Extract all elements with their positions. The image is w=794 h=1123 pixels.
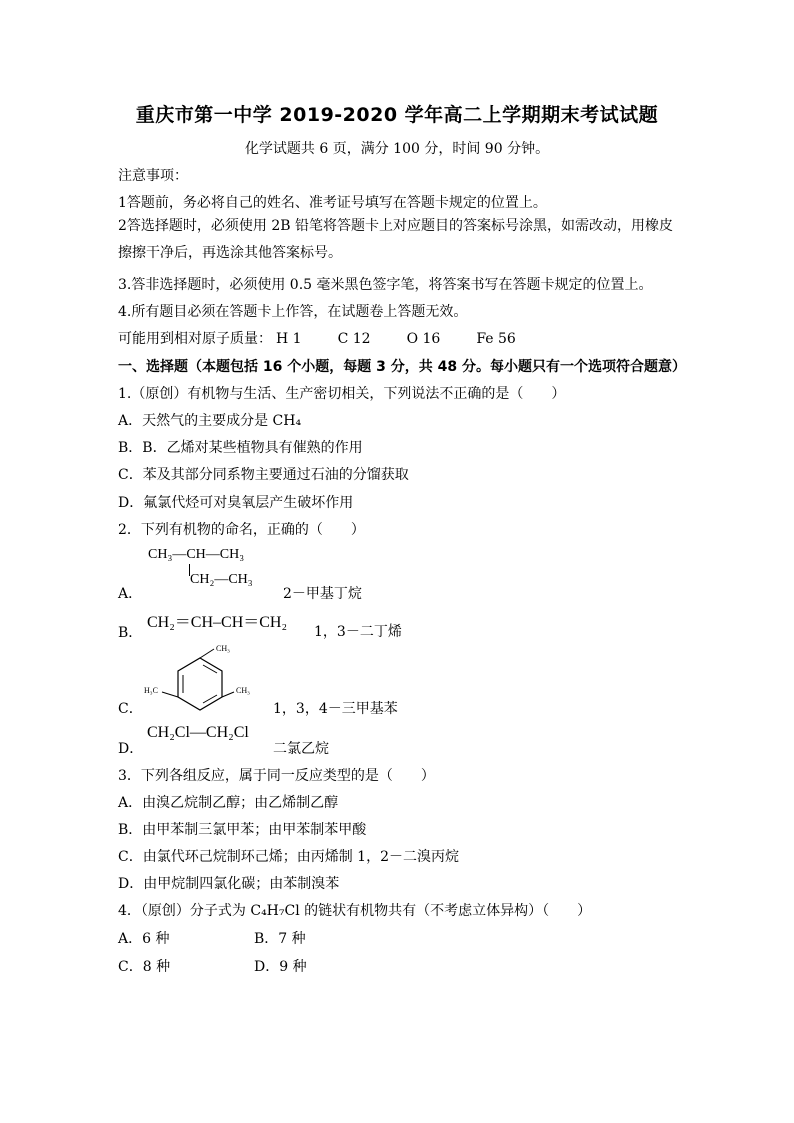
q2-a-name: 2－甲基丁烷 [283,586,362,602]
q2-a-formula-top: CH₃—CH—CH₃ [148,547,245,562]
q3-option-a: A．由溴乙烷制乙醇；由乙烯制乙醇 [118,795,339,811]
section1-heading: 一、选择题（本题包括 16 个小题，每题 3 分，共 48 分。每小题只有一个选项符合题意） [118,359,686,375]
atomic-mass-o: O 16 [406,331,441,347]
c-methyl-left: H₃C [144,686,158,695]
q1-option-b: B．B．乙烯对某些植物具有催熟的作用 [118,440,363,456]
atomic-mass-line [118,328,552,348]
q2-c-label: C． [118,701,143,717]
q3-stem: 3．下列各组反应，属于同一反应类型的是（ ） [118,768,435,784]
q2-b-formula: CH₂＝CH–CH＝CH₂ [147,614,288,631]
q2-stem: 2．下列有机物的命名，正确的（ ） [118,522,365,538]
atomic-mass-h: H 1 [276,331,302,347]
q4-option-b: B．7 种 [254,931,306,947]
q2-b-label: B． [118,625,143,641]
q3-option-d: D．由甲烷制四氯化碳；由苯制溴苯 [118,876,340,892]
q4-stem: 4．（原创）分子式为 C₄H₇Cl 的链状有机物共有（不考虑立体异构）（ ） [118,903,592,919]
atomic-mass-label: 可能用到相对原子质量： [118,331,272,347]
q1-option-c: C．苯及其部分同系物主要通过石油的分馏获取 [118,467,409,483]
q2-d-formula: CH₂Cl—CH₂Cl [147,724,249,741]
q4-option-d: D．9 种 [254,959,307,975]
q2-a-label: A． [118,586,143,602]
q2-b-name: 1，3－二丁烯 [314,624,402,640]
q3-option-c: C．由氯代环己烷制环己烯；由丙烯制 1，2－二溴丙烷 [118,849,459,865]
notice-item-2: 2答选择题时，必须使用 2B 铅笔将答题卡上对应题目的答案标号涂黑，如需改动，用橡皮擦擦干净后，再选涂其他答案标号。 [118,218,674,261]
c-methyl-top: CH₃ [216,644,230,653]
q1-stem: 1.（原创）有机物与生活、生产密切相关，下列说法不正确的是（ ） [118,386,566,402]
q2-d-name: 二氯乙烷 [273,741,329,757]
atomic-mass-fe: Fe 56 [476,331,516,347]
q2-c-name: 1，3，4－三甲基苯 [273,701,398,717]
trimethylbenzene-structure [138,642,268,714]
notice-heading: 注意事项： [118,168,188,184]
q4-option-a: A．6 种 [118,931,170,947]
q4-option-c: C．8 种 [118,959,171,975]
q2-d-label: D． [118,741,144,757]
exam-title: 重庆市第一中学 2019-2020 学年高二上学期期末考试试题 [135,104,659,126]
exam-subtitle: 化学试题共 6 页，满分 100 分，时间 90 分钟。 [244,141,550,157]
c-methyl-right: CH₃ [236,686,250,695]
notice-item-1: 1答题前，务必将自己的姓名、准考证号填写在答题卡规定的位置上。 [118,195,547,211]
q2-a-formula-bottom: CH₂—CH₃ [190,572,253,587]
notice-item-3: 3.答非选择题时，必须使用 0.5 毫米黑色签字笔，将答案书写在答题卡规定的位置上。 [118,277,653,293]
q1-option-d: D．氟氯代烃可对臭氧层产生破坏作用 [118,495,354,511]
q1-option-a: A．天然气的主要成分是 CH₄ [118,413,302,429]
atomic-mass-c: C 12 [337,331,371,347]
q3-option-b: B．由甲苯制三氯甲苯；由甲苯制苯甲酸 [118,822,367,838]
notice-item-4: 4.所有题目必须在答题卡上作答，在试题卷上答题无效。 [118,304,468,320]
